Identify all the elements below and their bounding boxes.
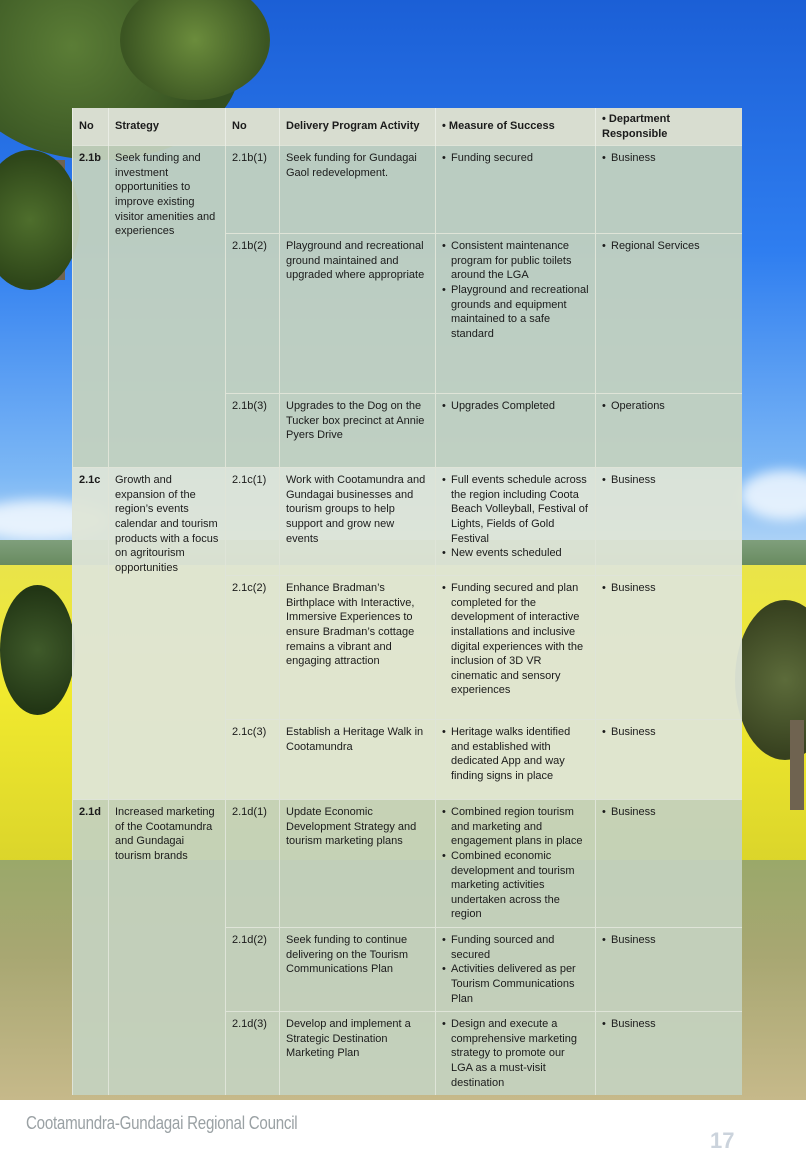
tree-canopy (0, 585, 75, 715)
activity-no: 2.1c(3) (226, 720, 280, 800)
measure-item: • Design and execute a comprehensive marketing strategy to promote our LGA as a must-visit destination (442, 1017, 589, 1090)
header-no: No (73, 108, 109, 146)
department-item: • Business (602, 1017, 736, 1032)
measure-item: • Funding secured and plan completed for the development of interactive installations and inclusive digital experiences with the inclusion of 3D VR cinematic and sensory experiences (442, 581, 589, 698)
footer-council-name: Cootamundra-Gundagai Regional Council (26, 1113, 298, 1133)
measure-cell (436, 800, 596, 928)
table-header-row (73, 108, 742, 146)
measure-cell (436, 576, 596, 720)
strategy-text: Growth and expansion of the region’s events calendar and tourism products with a focus on agritourism opportunities (109, 468, 226, 800)
activity-no: 2.1c(2) (226, 576, 280, 720)
department-item: • Business (602, 581, 736, 596)
department-cell (596, 146, 742, 234)
measure-item: • Funding secured (442, 151, 589, 166)
department-item: • Business (602, 725, 736, 740)
department-cell (596, 928, 742, 1012)
measure-cell (436, 234, 596, 394)
header-measure (436, 108, 596, 146)
strategy-text: Seek funding and investment opportunities to improve existing visitor amenities and experiences (109, 146, 226, 468)
delivery-program-table (72, 108, 742, 1095)
department-cell (596, 468, 742, 576)
activity-no: 2.1d(1) (226, 800, 280, 928)
strategy-text: Increased marketing of the Cootamundra and Gundagai tourism brands (109, 800, 226, 1095)
header-department (596, 108, 742, 146)
table-row (73, 468, 742, 576)
header-strategy: Strategy (109, 108, 226, 146)
measure-cell (436, 928, 596, 1012)
activity-no: 2.1b(2) (226, 234, 280, 394)
department-cell (596, 234, 742, 394)
department-cell (596, 394, 742, 468)
strategy-code: 2.1b (73, 146, 109, 468)
department-item: • Business (602, 805, 736, 820)
department-item: • Operations (602, 399, 736, 414)
activity-text: Update Economic Development Strategy and tourism marketing plans (280, 800, 436, 928)
activity-text: Develop and implement a Strategic Destination Marketing Plan (280, 1012, 436, 1095)
department-item: • Business (602, 151, 736, 166)
activity-text: Seek funding for Gundagai Gaol redevelopment. (280, 146, 436, 234)
department-cell (596, 576, 742, 720)
header-activity-no: No (226, 108, 280, 146)
table-row (73, 800, 742, 928)
activity-text: Enhance Bradman’s Birthplace with Interactive, Immersive Experiences to ensure Bradman’s cottage remains a vibrant and engaging attraction (280, 576, 436, 720)
strategy-group-2-1d (73, 800, 742, 1095)
strategy-code: 2.1c (73, 468, 109, 800)
activity-text: Seek funding to continue delivering on the Tourism Communications Plan (280, 928, 436, 1012)
strategy-group-2-1b (73, 146, 742, 468)
measure-item: • Activities delivered as per Tourism Communications Plan (442, 962, 589, 1006)
department-item: • Regional Services (602, 239, 736, 254)
department-item: • Business (602, 473, 736, 488)
table-row (73, 146, 742, 234)
activity-no: 2.1c(1) (226, 468, 280, 576)
strategy-group-2-1c (73, 468, 742, 800)
activity-no: 2.1d(3) (226, 1012, 280, 1095)
page-number: 17 (710, 1128, 735, 1153)
header-activity: Delivery Program Activity (280, 108, 436, 146)
header-department-label: • Department Responsible (602, 113, 670, 140)
measure-cell (436, 1012, 596, 1095)
activity-text: Work with Cootamundra and Gundagai businesses and tourism groups to help support and grow new events (280, 468, 436, 576)
measure-item: • Consistent maintenance program for public toilets around the LGA (442, 239, 589, 283)
activity-no: 2.1b(1) (226, 146, 280, 234)
header-measure-label: • Measure of Success (442, 120, 555, 132)
measure-item: • Full events schedule across the region including Coota Beach Volleyball, Festival of Lights, Fields of Gold Festival (442, 473, 589, 546)
department-cell (596, 1012, 742, 1095)
tree-trunk (790, 720, 804, 810)
strategy-code: 2.1d (73, 800, 109, 1095)
measure-cell (436, 394, 596, 468)
measure-item: • New events scheduled (442, 546, 589, 561)
activity-no: 2.1d(2) (226, 928, 280, 1012)
department-item: • Business (602, 933, 736, 948)
measure-item: • Playground and recreational grounds and equipment maintained to a safe standard (442, 283, 589, 341)
measure-item: • Funding sourced and secured (442, 933, 589, 962)
department-cell (596, 800, 742, 928)
department-cell (596, 720, 742, 800)
activity-text: Upgrades to the Dog on the Tucker box precinct at Annie Pyers Drive (280, 394, 436, 468)
measure-item: • Heritage walks identified and established with dedicated App and way finding signs in place (442, 725, 589, 783)
activity-no: 2.1b(3) (226, 394, 280, 468)
activity-text: Playground and recreational ground maintained and upgraded where appropriate (280, 234, 436, 394)
measure-item: • Combined economic development and tourism marketing activities undertaken across the region (442, 849, 589, 922)
measure-cell (436, 720, 596, 800)
measure-cell (436, 468, 596, 576)
measure-item: • Combined region tourism and marketing and engagement plans in place (442, 805, 589, 849)
activity-text: Establish a Heritage Walk in Cootamundra (280, 720, 436, 800)
measure-item: • Upgrades Completed (442, 399, 589, 414)
measure-cell (436, 146, 596, 234)
